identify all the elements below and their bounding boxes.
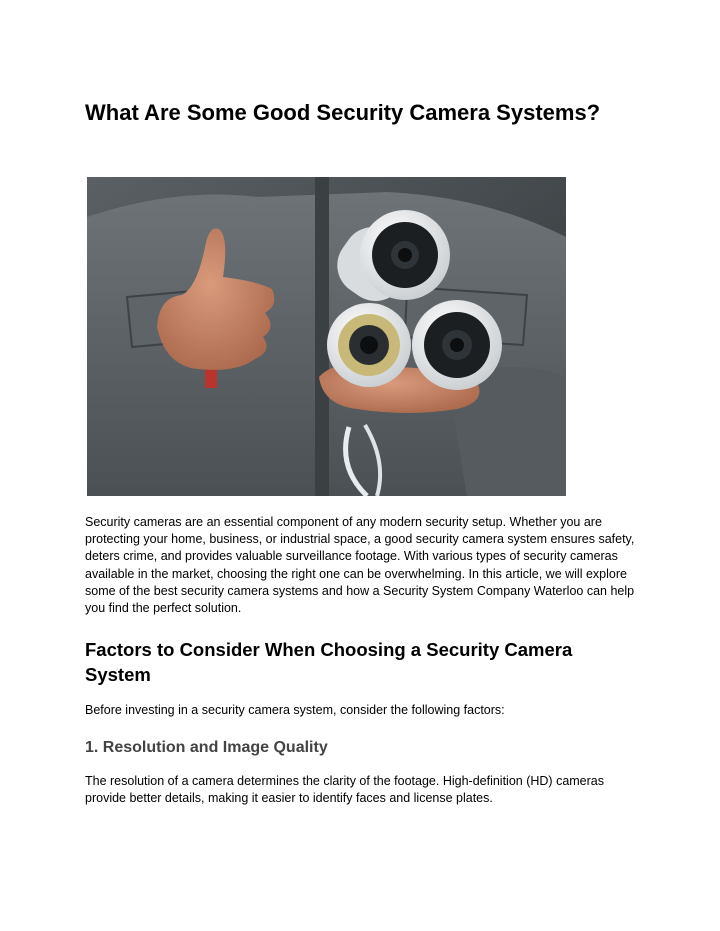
hero-image (87, 177, 566, 496)
resolution-paragraph: The resolution of a camera determines the clarity of the footage. High-definition (HD) cameras provide better details, making it easier to identify faces and license plates. (85, 774, 604, 806)
intro-paragraph: Security cameras are an essential component of any modern security setup. Whether you are protecting your home, business, or industrial space, a good security camera system ensures safety, deters crime, and provides valuable surveillance footage. With various types of security cameras available in the market, choosing the right one can be overwhelming. In this article, we will explore some of the best security camera systems and how a Security System Company Waterloo can help you find the perfect solution. (85, 515, 635, 616)
page-title: What Are Some Good Security Camera Systems? (85, 100, 601, 125)
section-lead-paragraph: Before investing in a security camera system, consider the following factors: (85, 703, 505, 717)
section-heading: Factors to Consider When Choosing a Security Camera System (85, 639, 573, 685)
security-camera-photo (87, 177, 566, 496)
subsection-heading: 1. Resolution and Image Quality (85, 739, 328, 756)
